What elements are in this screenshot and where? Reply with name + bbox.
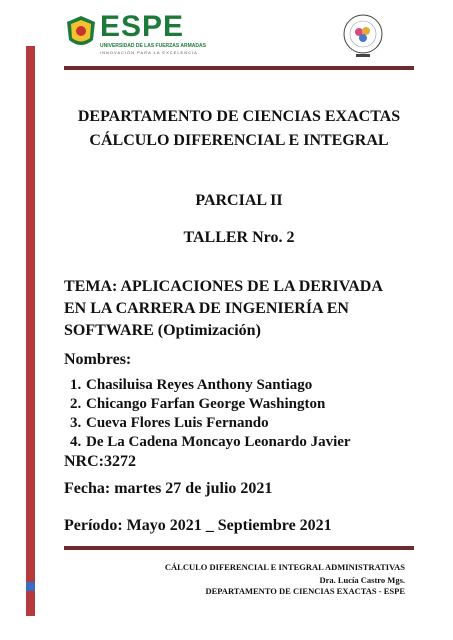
logo-text: ESPE <box>100 10 185 43</box>
left-accent-square <box>26 582 35 591</box>
list-item: 1. Chasiluisa Reyes Anthony Santiago <box>70 377 313 393</box>
names-label: Nombres: <box>64 351 132 368</box>
topic: TEMA: APLICACIONES DE LA DERIVADA EN LA CARRERA DE INGENIERÍA EN SOFTWARE (Optimización) <box>64 278 382 339</box>
list-item: 3. Cueva Flores Luis Fernando <box>70 415 269 431</box>
list-item: 2. Chicango Farfan George Washington <box>70 396 326 412</box>
date: Fecha: martes 27 de julio 2021 <box>64 480 273 497</box>
espe-shield-icon <box>64 14 98 52</box>
student-name: Cueva Flores Luis Fernando <box>86 415 269 431</box>
header-divider <box>64 66 414 70</box>
workshop-title: TALLER Nro. 2 <box>183 229 295 246</box>
footer-teacher: Dra. Lucía Castro Mgs. <box>319 575 405 585</box>
espe-logo <box>64 12 204 56</box>
logo-tagline: INNOVACIÓN PARA LA EXCELENCIA <box>100 50 198 55</box>
names-list <box>70 376 351 452</box>
footer-department: DEPARTAMENTO DE CIENCIAS EXACTAS - ESPE <box>205 586 405 596</box>
footer-course: CÁLCULO DIFERENCIAL E INTEGRAL ADMINISTRATIVAS <box>164 562 405 572</box>
exam-title: PARCIAL II <box>195 192 283 209</box>
student-name: Chicango Farfan George Washington <box>86 396 326 412</box>
logo-subtitle: UNIVERSIDAD DE LAS FUERZAS ARMADAS <box>100 43 206 49</box>
list-item: 4. De La Cadena Moncayo Leonardo Javier <box>70 434 351 450</box>
period: Período: Mayo 2021 _ Septiembre 2021 <box>64 517 332 534</box>
nrc: NRC:3272 <box>64 453 136 470</box>
student-name: De La Cadena Moncayo Leonardo Javier <box>86 434 351 450</box>
department-seal-icon <box>338 12 388 60</box>
course-title: CÁLCULO DIFERENCIAL E INTEGRAL <box>89 132 389 149</box>
left-accent-bar <box>26 46 35 616</box>
department-title: DEPARTAMENTO DE CIENCIAS EXACTAS <box>77 108 401 125</box>
student-name: Chasiluisa Reyes Anthony Santiago <box>86 377 313 393</box>
footer-divider <box>64 546 414 550</box>
